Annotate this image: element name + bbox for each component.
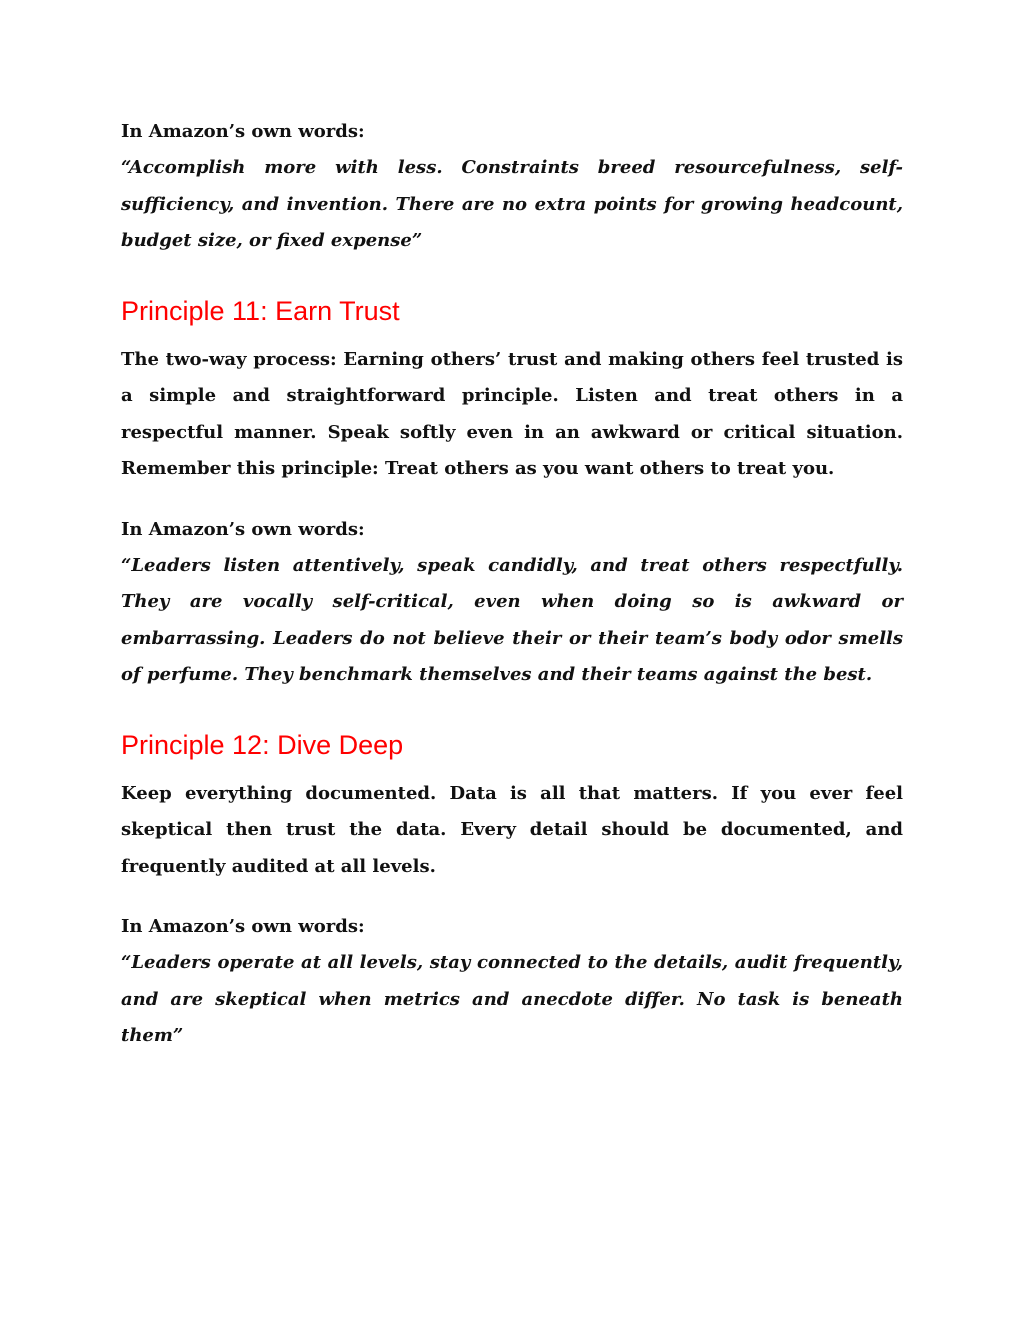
amazon-quote: “Leaders listen attentively, speak candidly, and treat others respectfully. They are vocally self-critical, even when doing so is awkward or embarrassing. Leaders do not believe their or their team’s body odor smells of perfume. They benchmark themselves and their teams against the best. bbox=[121, 554, 903, 685]
principle-12-section bbox=[121, 728, 903, 1055]
amazon-quote: “Leaders operate at all levels, stay connected to the details, audit frequently, and are skeptical when metrics and anecdote differ. No task is beneath them” bbox=[121, 952, 903, 1046]
amazon-words-label: In Amazon’s own words: bbox=[121, 916, 365, 937]
principle-11-heading: Principle 11: Earn Trust bbox=[121, 295, 400, 326]
intro-quote-block bbox=[121, 114, 903, 260]
amazon-words-label: In Amazon’s own words: bbox=[121, 121, 365, 142]
principle-11-body: The two-way process: Earning others’ trust and making others feel trusted is a simple and straightforward principle. Listen and treat others in a respectful manner. Speak softly even in an awkward or critical situation. Remember this principle: Treat others as you want others to treat you. bbox=[121, 348, 903, 479]
amazon-quote: “Accomplish more with less. Constraints breed resourcefulness, self-sufficiency, and invention. There are no extra points for growing headcount, budget size, or fixed expense” bbox=[121, 157, 903, 251]
principle-11-section bbox=[121, 294, 903, 694]
principle-12-body: Keep everything documented. Data is all that matters. If you ever feel skeptical then trust the data. Every detail should be documented, and frequently audited at all levels. bbox=[121, 782, 903, 877]
principle-12-heading: Principle 12: Dive Deep bbox=[121, 729, 404, 760]
amazon-words-label: In Amazon’s own words: bbox=[121, 518, 365, 540]
document-page bbox=[121, 114, 903, 1055]
